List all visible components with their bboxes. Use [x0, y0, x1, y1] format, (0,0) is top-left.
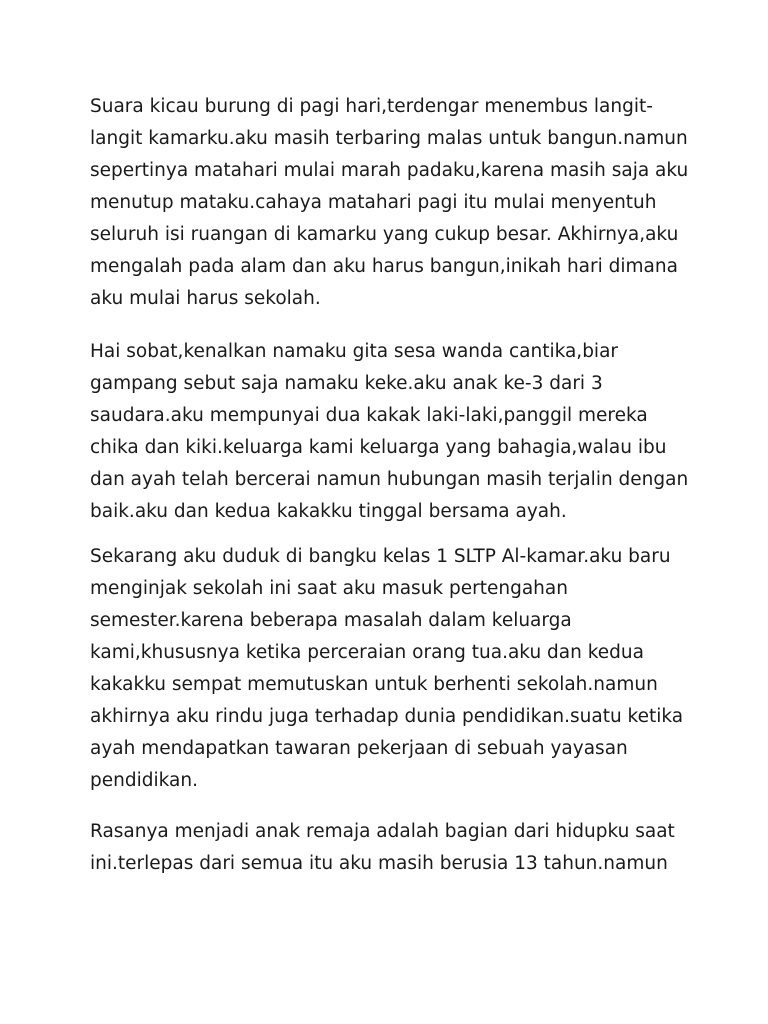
- text-line: aku mulai harus sekolah.: [90, 288, 321, 309]
- text-line: kami,khususnya ketika perceraian orang tua.aku dan kedua: [90, 642, 644, 663]
- text-line: semester.karena beberapa masalah dalam keluarga: [90, 610, 572, 631]
- text-line: baik.aku dan kedua kakakku tinggal bersama ayah.: [90, 501, 567, 522]
- text-line: Rasanya menjadi anak remaja adalah bagian dari hidupku saat: [90, 821, 675, 842]
- text-line: dan ayah telah bercerai namun hubungan masih terjalin dengan: [90, 469, 689, 490]
- text-line: kakakku sempat memutuskan untuk berhenti sekolah.namun: [90, 674, 658, 695]
- paragraph: [90, 91, 690, 315]
- text-line: sepertinya matahari mulai marah padaku,karena masih saja aku: [90, 160, 689, 181]
- text-line: menutup mataku.cahaya matahari pagi itu mulai menyentuh: [90, 192, 657, 213]
- text-line: ini.terlepas dari semua itu aku masih berusia 13 tahun.namun: [90, 853, 668, 874]
- text-line: Suara kicau burung di pagi hari,terdengar menembus langit-: [90, 96, 653, 117]
- text-line: chika dan kiki.keluarga kami keluarga yang bahagia,walau ibu: [90, 437, 667, 458]
- text-line: pendidikan.: [90, 770, 198, 791]
- paragraph: [90, 816, 690, 880]
- text-line: mengalah pada alam dan aku harus bangun,inikah hari dimana: [90, 256, 678, 277]
- text-line: ayah mendapatkan tawaran pekerjaan di sebuah yayasan: [90, 738, 628, 759]
- paragraph: [90, 541, 690, 797]
- text-line: Sekarang aku duduk di bangku kelas 1 SLTP Al-kamar.aku baru: [90, 546, 671, 567]
- text-line: seluruh isi ruangan di kamarku yang cukup besar. Akhirnya,aku: [90, 224, 679, 245]
- text-line: gampang sebut saja namaku keke.aku anak ke-3 dari 3: [90, 373, 603, 394]
- paragraph: [90, 336, 690, 528]
- text-line: langit kamarku.aku masih terbaring malas untuk bangun.namun: [90, 128, 688, 149]
- text-line: menginjak sekolah ini saat aku masuk pertengahan: [90, 578, 568, 599]
- text-line: akhirnya aku rindu juga terhadap dunia pendidikan.suatu ketika: [90, 706, 684, 727]
- text-line: saudara.aku mempunyai dua kakak laki-laki,panggil mereka: [90, 405, 648, 426]
- text-line: Hai sobat,kenalkan namaku gita sesa wanda cantika,biar: [90, 341, 619, 362]
